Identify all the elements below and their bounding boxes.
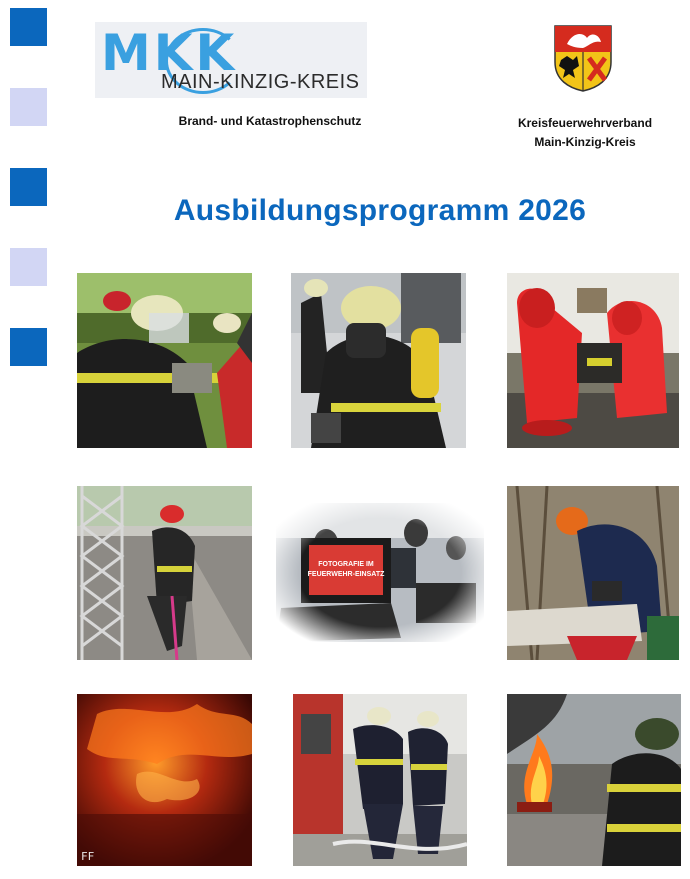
- fire-flames-photo: [77, 694, 252, 866]
- decor-square: [10, 8, 47, 46]
- logo-name: MAIN-KINZIG-KREIS: [161, 71, 360, 93]
- association-label: [495, 114, 675, 152]
- hazmat-suits-photo: [507, 273, 679, 448]
- department-label: Brand- und Katastrophenschutz: [178, 114, 362, 128]
- laptop-seminar-photo: [276, 503, 484, 642]
- decor-square: [10, 248, 47, 286]
- decor-square: [10, 88, 47, 126]
- logo-abbr: MKK: [101, 24, 238, 82]
- respiratory-protection-photo: [291, 273, 466, 448]
- association-line1: Kreisfeuerwehrverband: [517, 116, 653, 130]
- coat-of-arms-icon: [553, 24, 613, 92]
- height-rescue-mast-photo: [77, 486, 252, 660]
- photo-watermark: FF: [81, 850, 95, 863]
- association-line2: Main-Kinzig-Kreis: [534, 135, 636, 149]
- decor-square: [10, 328, 47, 366]
- mkk-logo: [95, 22, 367, 98]
- fire-extinguisher-training-photo: [507, 694, 681, 866]
- firefighters-hose-photo: [293, 694, 467, 866]
- chainsaw-training-photo: [507, 486, 679, 660]
- firefighters-rescue-tools-photo: [77, 273, 252, 448]
- page-title: Ausbildungsprogramm 2026: [173, 194, 587, 227]
